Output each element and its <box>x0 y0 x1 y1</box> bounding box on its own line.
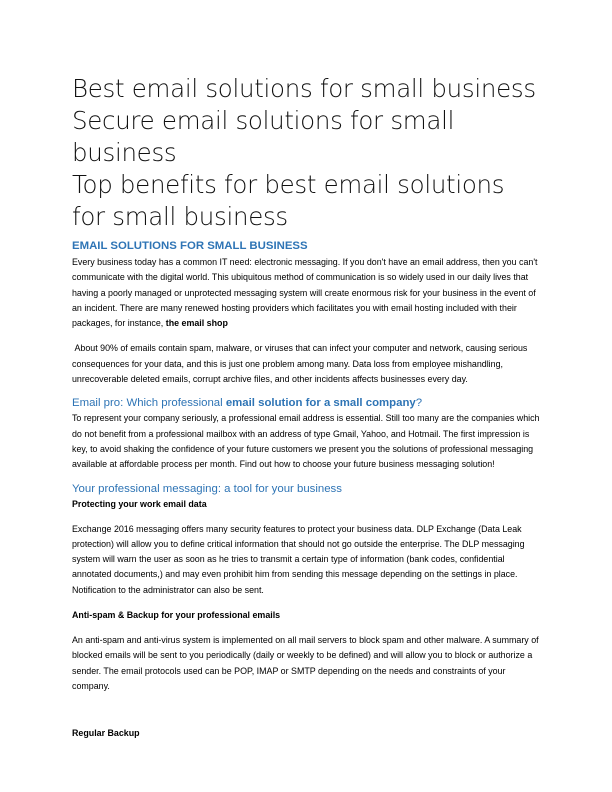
spam-paragraph <box>72 341 544 387</box>
intro-paragraph-text: Every business today has a common IT need: electronic messaging. If you don't have an email address, then you can't communicate with the digital world. This ubiquitous method of communication is so widely used in our daily lives that having a poorly managed or unprotected messaging system will create enormous risk for your business in the event of an incident. There are many renewed hosting providers which facilitates you with email hosting included with their packages, for instance, <box>72 257 538 329</box>
title-line-1: Best email solutions for small business <box>72 74 536 103</box>
subheading-regular-backup: Regular Backup <box>72 728 140 739</box>
title-line-3: Top benefits for best email solutions for small business <box>72 170 505 231</box>
document-page <box>72 73 544 741</box>
heading-email-pro-plain: Email pro: Which professional <box>72 397 226 410</box>
subheading-protecting-data: Protecting your work email data <box>72 498 207 509</box>
intro-paragraph <box>72 255 544 331</box>
heading-email-pro-end: ? <box>415 397 423 410</box>
title-line-2: Secure email solutions for small business <box>72 106 455 167</box>
exchange-paragraph: Exchange 2016 messaging offers many security features to protect your business data. DLP Exchange (Data Leak protection) will allow you to define critical information that should not go outside the enterprise. The DLP messaging system will warn the user as soon as he tries to transmit a certain type of information (bank codes, confidential annotated documents,) and may even prohibit him from sending this message depending on the settings in place. Notification to the administrator can also be sent. <box>72 523 525 595</box>
heading-email-pro <box>72 395 544 411</box>
professional-address-paragraph: To represent your company seriously, a professional email address is essential. Still too many are the companies which do not benefit from a professional mailbox with an address of type Gmail, Yahoo, and Hotmail. The first impression is key, to avoid shaking the confidence of your future customers we present you the solutions of professional messaging available at affordable process per month. Find out how to choose your future business messaging solution! <box>72 413 540 470</box>
heading-email-pro-bold: email solution for a small company <box>225 397 416 410</box>
subheading-anti-spam: Anti-spam & Backup for your professional emails <box>72 610 281 621</box>
anti-spam-paragraph: An anti-spam and anti-virus system is implemented on all mail servers to block spam and other malware. A summary of blocked emails will be sent to you periodically (daily or weekly to be defined) and will allow you to block or authorize a sender. The email protocols used can be POP, IMAP or SMTP depending on the needs and constraints of your company. <box>72 635 539 691</box>
section-heading-email-solutions: EMAIL SOLUTIONS FOR SMALL BUSINESS <box>72 240 308 252</box>
email-shop-link-text: the email shop <box>165 318 228 329</box>
spam-paragraph-text: About 90% of emails contain spam, malware, or viruses that can infect your computer and network, causing serious consequences for your data, and this is just one problem among many. Data loss from employee mishandling, unrecoverable deleted emails, corrupt archive files, and other incidents affects businesses every day. <box>72 343 528 385</box>
heading-professional-messaging: Your professional messaging: a tool for your business <box>72 482 342 495</box>
